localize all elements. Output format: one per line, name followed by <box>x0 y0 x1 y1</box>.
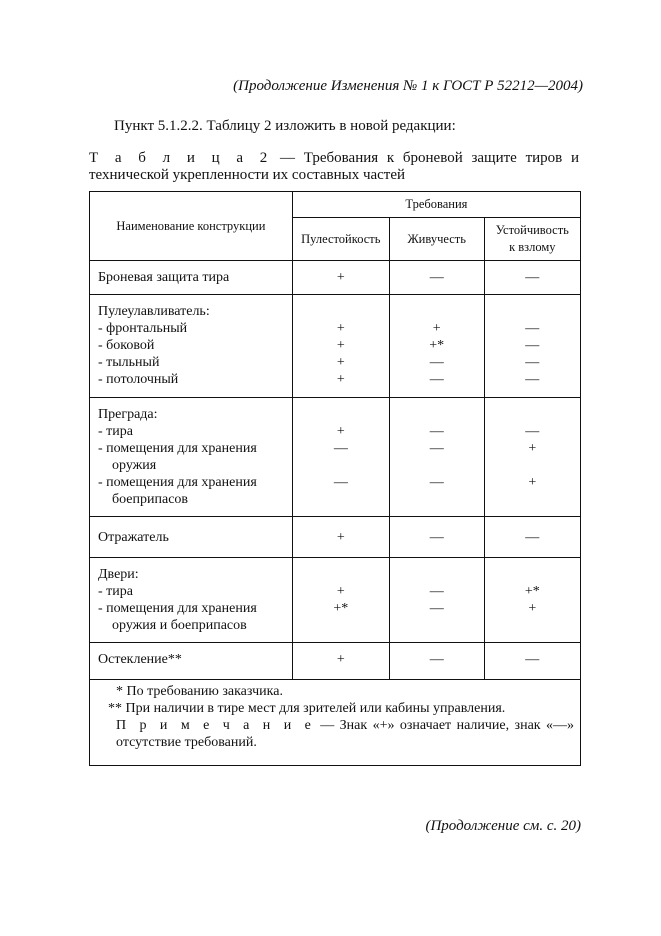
header-survivability: Живучесть <box>389 218 484 261</box>
note-customer: * По требованию заказчика. <box>116 684 283 699</box>
amendment-paragraph: Пункт 5.1.2.2. Таблицу 2 изложить в новой редакции: <box>114 118 456 134</box>
cell-survivability: — <box>389 643 484 680</box>
note-remark-prefix: П р и м е ч а н и е <box>116 718 315 733</box>
cell-bullet: + <box>292 517 389 558</box>
continuation-footer: (Продолжение см. с. 20) <box>425 818 581 834</box>
cell-burglary: — <box>484 643 580 680</box>
cell-survivability: — <box>389 517 484 558</box>
row-name: Преграда: - тира - помещения для хранения оружия - помещения для хранения боеприпасов <box>90 398 293 517</box>
table-notes <box>98 683 574 751</box>
cell-survivability: — <box>389 261 484 295</box>
note-remark <box>98 717 574 751</box>
cell-survivability: + +* — — <box>389 295 484 398</box>
cell-burglary: — + + <box>484 398 580 517</box>
table-caption <box>89 150 579 184</box>
header-construction-name: Наименование конструкции <box>90 192 293 261</box>
header-bullet-resistance: Пулестойкость <box>292 218 389 261</box>
cell-survivability: — — <box>389 558 484 643</box>
row-name: Броневая защита тира <box>90 261 293 295</box>
table-row <box>90 398 581 517</box>
row-name: Остекление** <box>90 643 293 680</box>
table-row <box>90 558 581 643</box>
cell-bullet: + — — <box>292 398 389 517</box>
cell-burglary: — <box>484 517 580 558</box>
cell-burglary: +* + <box>484 558 580 643</box>
row-name: Отражатель <box>90 517 293 558</box>
table-row <box>90 295 581 398</box>
table-row <box>90 261 581 295</box>
cell-burglary: — — — — <box>484 295 580 398</box>
cell-bullet: + <box>292 643 389 680</box>
cell-bullet: + <box>292 261 389 295</box>
cell-bullet: + + + + <box>292 295 389 398</box>
table-row <box>90 643 581 680</box>
cell-bullet: + +* <box>292 558 389 643</box>
header-requirements: Требования <box>292 192 580 218</box>
table-row <box>90 517 581 558</box>
continuation-header: (Продолжение Изменения № 1 к ГОСТ Р 52212—2004) <box>233 78 583 94</box>
table-caption-prefix: Т а б л и ц а 2 <box>89 150 272 166</box>
note-remark-text: — Знак «+» означает наличие, знак «—» отсутствие требований. <box>116 718 574 750</box>
row-name: Двери: - тира - помещения для хранения оружия и боеприпасов <box>90 558 293 643</box>
header-burglary-resistance: Устойчивость к взлому <box>484 218 580 261</box>
row-name: Пулеулавливатель: - фронтальный - боковой - тыльный - потолочный <box>90 295 293 398</box>
cell-survivability: — — — <box>389 398 484 517</box>
note-spectators: ** При наличии в тире мест для зрителей или кабины управления. <box>108 701 506 716</box>
requirements-table <box>89 191 581 680</box>
table-caption-text: — Требования к броневой защите тиров и технической укрепленности их составных частей <box>89 150 579 183</box>
cell-burglary: — <box>484 261 580 295</box>
